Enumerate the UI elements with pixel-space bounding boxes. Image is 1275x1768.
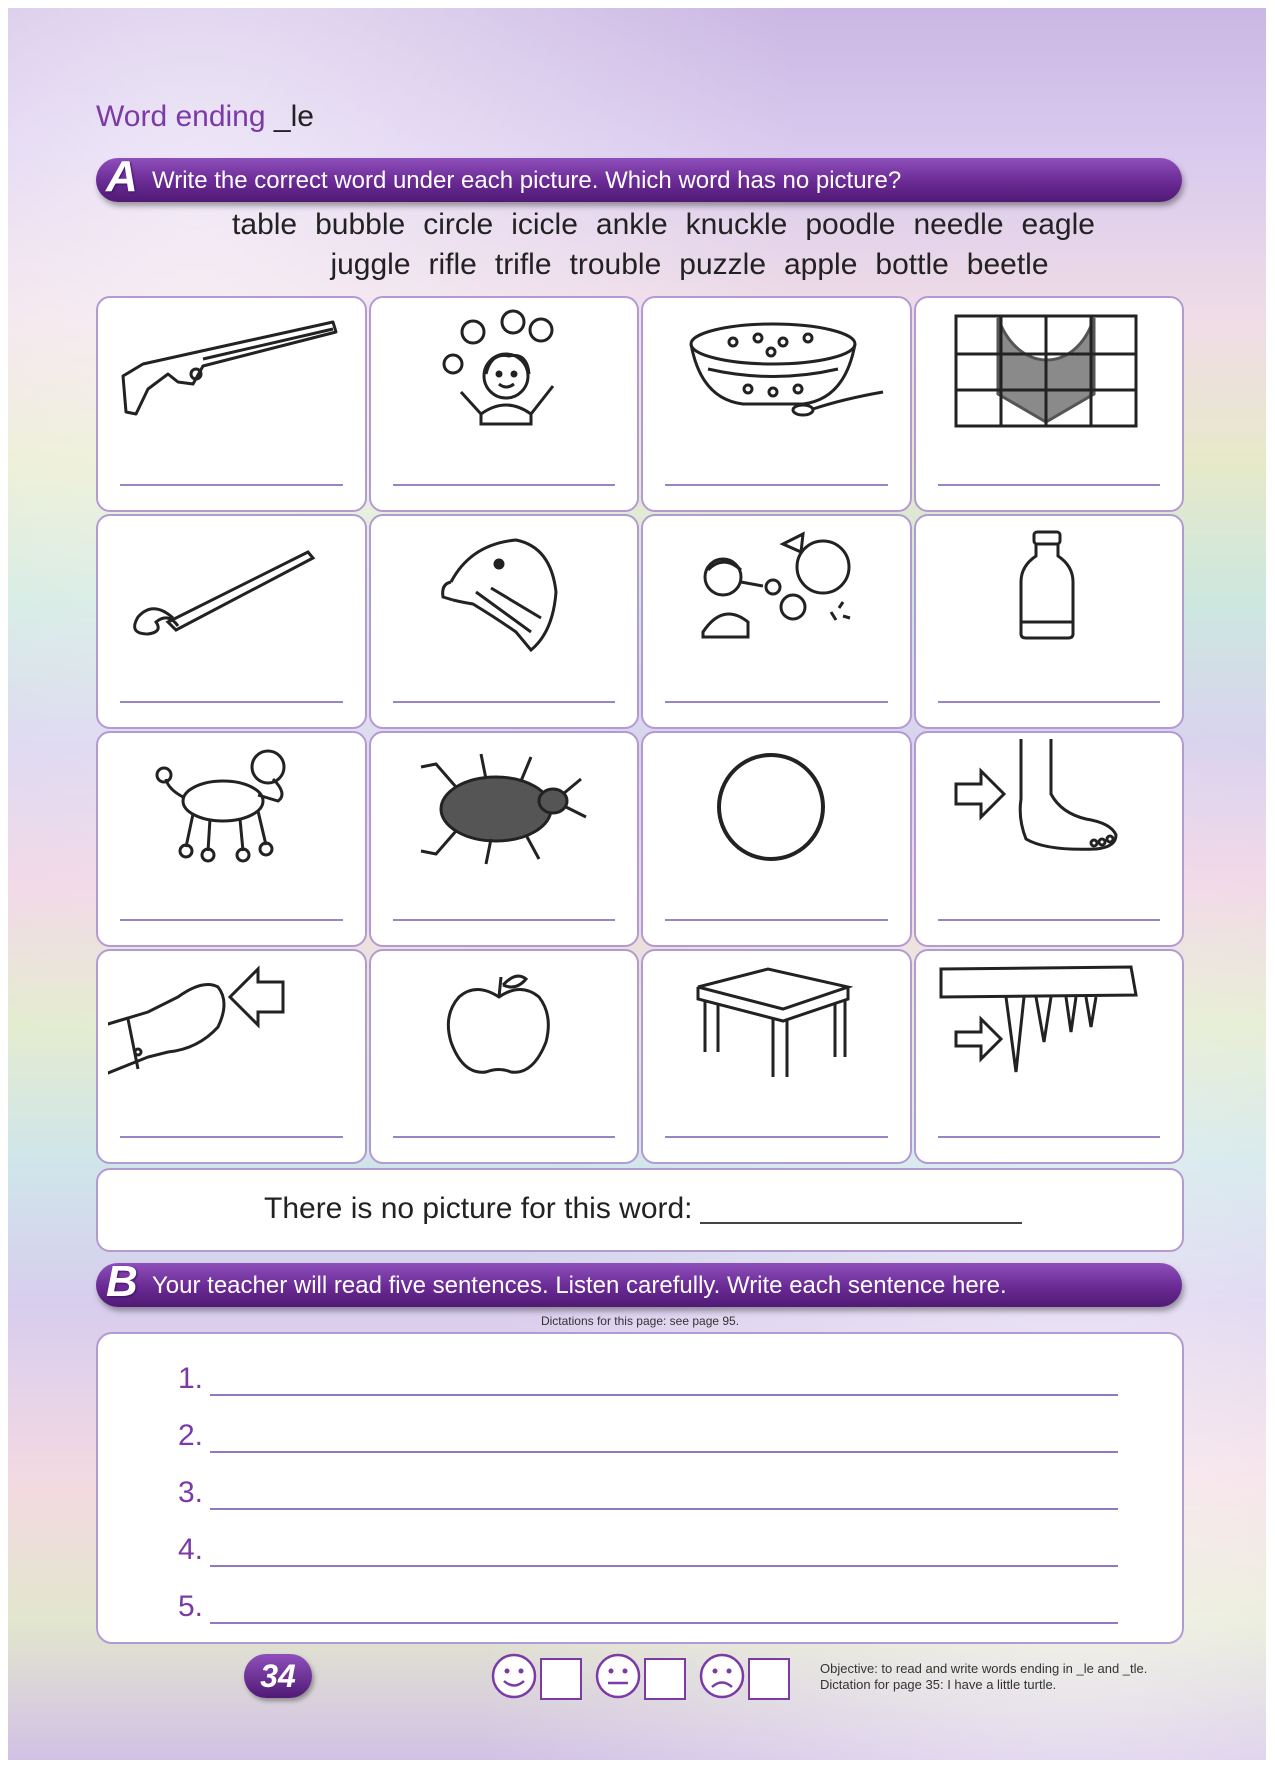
section-b-letter: B — [106, 1257, 138, 1306]
sentence-number: 2. — [178, 1419, 204, 1452]
sentence-number: 4. — [178, 1533, 204, 1566]
no-picture-label: There is no picture for this word: — [264, 1192, 693, 1225]
picture-cell — [641, 949, 912, 1165]
word-bank-item: puzzle — [679, 248, 766, 281]
picture-cell — [641, 296, 912, 512]
answer-line[interactable] — [393, 919, 616, 921]
word-bank-item: table — [232, 208, 298, 241]
title-main: Word ending — [96, 100, 274, 133]
word-bank-item: rifle — [428, 248, 477, 281]
section-a-letter: A — [106, 152, 138, 201]
sad-checkbox[interactable] — [748, 1658, 790, 1700]
answer-line[interactable] — [938, 484, 1161, 486]
title-suffix: _le — [273, 100, 314, 133]
answer-line[interactable] — [938, 701, 1161, 703]
neutral-checkbox[interactable] — [644, 1658, 686, 1700]
bottle-picture — [926, 522, 1176, 672]
knuckle-picture — [108, 957, 358, 1107]
juggle-picture — [381, 304, 631, 454]
answer-line[interactable] — [120, 701, 343, 703]
word-bank-item: needle — [913, 208, 1004, 241]
section-a-banner — [96, 152, 1182, 202]
next-dictation-line: Dictation for page 35: I have a little turtle. — [820, 1677, 1057, 1692]
word-bank-item: poodle — [805, 208, 896, 241]
objective-line: Objective: to read and write words ending in _le and _tle. — [820, 1661, 1148, 1676]
happy-face-icon — [490, 1652, 538, 1700]
word-bank-item: bubble — [315, 208, 406, 241]
icicle-picture — [926, 957, 1176, 1107]
beetle-picture — [381, 739, 631, 889]
word-bank-item: trouble — [569, 248, 662, 281]
word-bank-item: apple — [784, 248, 858, 281]
word-bank-item: beetle — [966, 248, 1049, 281]
picture-cell — [914, 731, 1185, 947]
poodle-picture — [108, 739, 358, 889]
sentence-number: 3. — [178, 1476, 204, 1509]
picture-cell — [641, 731, 912, 947]
eagle-picture — [381, 522, 631, 672]
answer-line[interactable] — [393, 701, 616, 703]
answer-line[interactable] — [938, 919, 1161, 921]
needle-picture — [108, 522, 358, 672]
answer-line[interactable] — [120, 1136, 343, 1138]
table-picture — [653, 957, 903, 1107]
bubble-picture — [653, 522, 903, 672]
no-picture-answer-line[interactable] — [700, 1222, 1022, 1224]
puzzle-picture — [926, 304, 1176, 454]
word-bank-item: trifle — [494, 248, 552, 281]
answer-line[interactable] — [393, 484, 616, 486]
picture-cell — [96, 949, 367, 1165]
sentence-row — [178, 1360, 1118, 1400]
sentence-line[interactable] — [210, 1394, 1118, 1396]
sentence-row — [178, 1531, 1118, 1571]
page-title — [96, 100, 314, 134]
sentence-line[interactable] — [210, 1565, 1118, 1567]
word-bank-item: circle — [423, 208, 494, 241]
word-bank-item: bottle — [875, 248, 949, 281]
word-bank-row-1 — [26, 208, 1275, 242]
dictation-note: Dictations for this page: see page 95. — [540, 1314, 740, 1328]
page-number: 34 — [244, 1654, 312, 1698]
neutral-face-icon — [594, 1652, 642, 1700]
sentence-line[interactable] — [210, 1622, 1118, 1624]
apple-picture — [381, 957, 631, 1107]
sentence-panel — [96, 1332, 1184, 1644]
picture-grid — [96, 296, 1184, 1164]
word-bank-item: knuckle — [685, 208, 788, 241]
objective-text — [820, 1661, 1147, 1693]
sentence-line[interactable] — [210, 1451, 1118, 1453]
picture-cell — [641, 514, 912, 730]
picture-cell — [914, 514, 1185, 730]
section-b-instruction: Your teacher will read five sentences. Listen carefully. Write each sentence here. — [152, 1272, 1007, 1299]
answer-line[interactable] — [665, 919, 888, 921]
answer-line[interactable] — [665, 701, 888, 703]
happy-checkbox[interactable] — [540, 1658, 582, 1700]
sentence-row — [178, 1588, 1118, 1628]
answer-line[interactable] — [393, 1136, 616, 1138]
worksheet-page — [8, 8, 1266, 1760]
word-bank-item: eagle — [1021, 208, 1095, 241]
picture-cell — [369, 296, 640, 512]
word-bank-row-2 — [52, 248, 1275, 282]
picture-cell — [914, 949, 1185, 1165]
sentence-number: 1. — [178, 1362, 204, 1395]
picture-cell — [369, 731, 640, 947]
answer-line[interactable] — [665, 484, 888, 486]
section-b-banner — [96, 1257, 1182, 1307]
picture-cell — [96, 731, 367, 947]
ankle-picture — [926, 739, 1176, 889]
sad-face-icon — [698, 1652, 746, 1700]
picture-cell — [914, 296, 1185, 512]
sentence-line[interactable] — [210, 1508, 1118, 1510]
word-bank-item: icicle — [511, 208, 578, 241]
answer-line[interactable] — [938, 1136, 1161, 1138]
rifle-picture — [108, 304, 358, 454]
answer-line[interactable] — [120, 484, 343, 486]
word-bank-item: ankle — [595, 208, 668, 241]
picture-cell — [369, 949, 640, 1165]
no-picture-panel — [96, 1168, 1184, 1252]
picture-cell — [369, 514, 640, 730]
word-bank-item: juggle — [330, 248, 411, 281]
picture-cell — [96, 514, 367, 730]
sentence-row — [178, 1474, 1118, 1514]
section-a-instruction: Write the correct word under each picture. Which word has no picture? — [152, 167, 902, 194]
picture-cell — [96, 296, 367, 512]
answer-line[interactable] — [120, 919, 343, 921]
answer-line[interactable] — [665, 1136, 888, 1138]
sentence-row — [178, 1417, 1118, 1457]
sentence-number: 5. — [178, 1590, 204, 1623]
trifle-picture — [653, 304, 903, 454]
circle-picture — [653, 739, 903, 889]
self-assessment — [490, 1652, 790, 1702]
